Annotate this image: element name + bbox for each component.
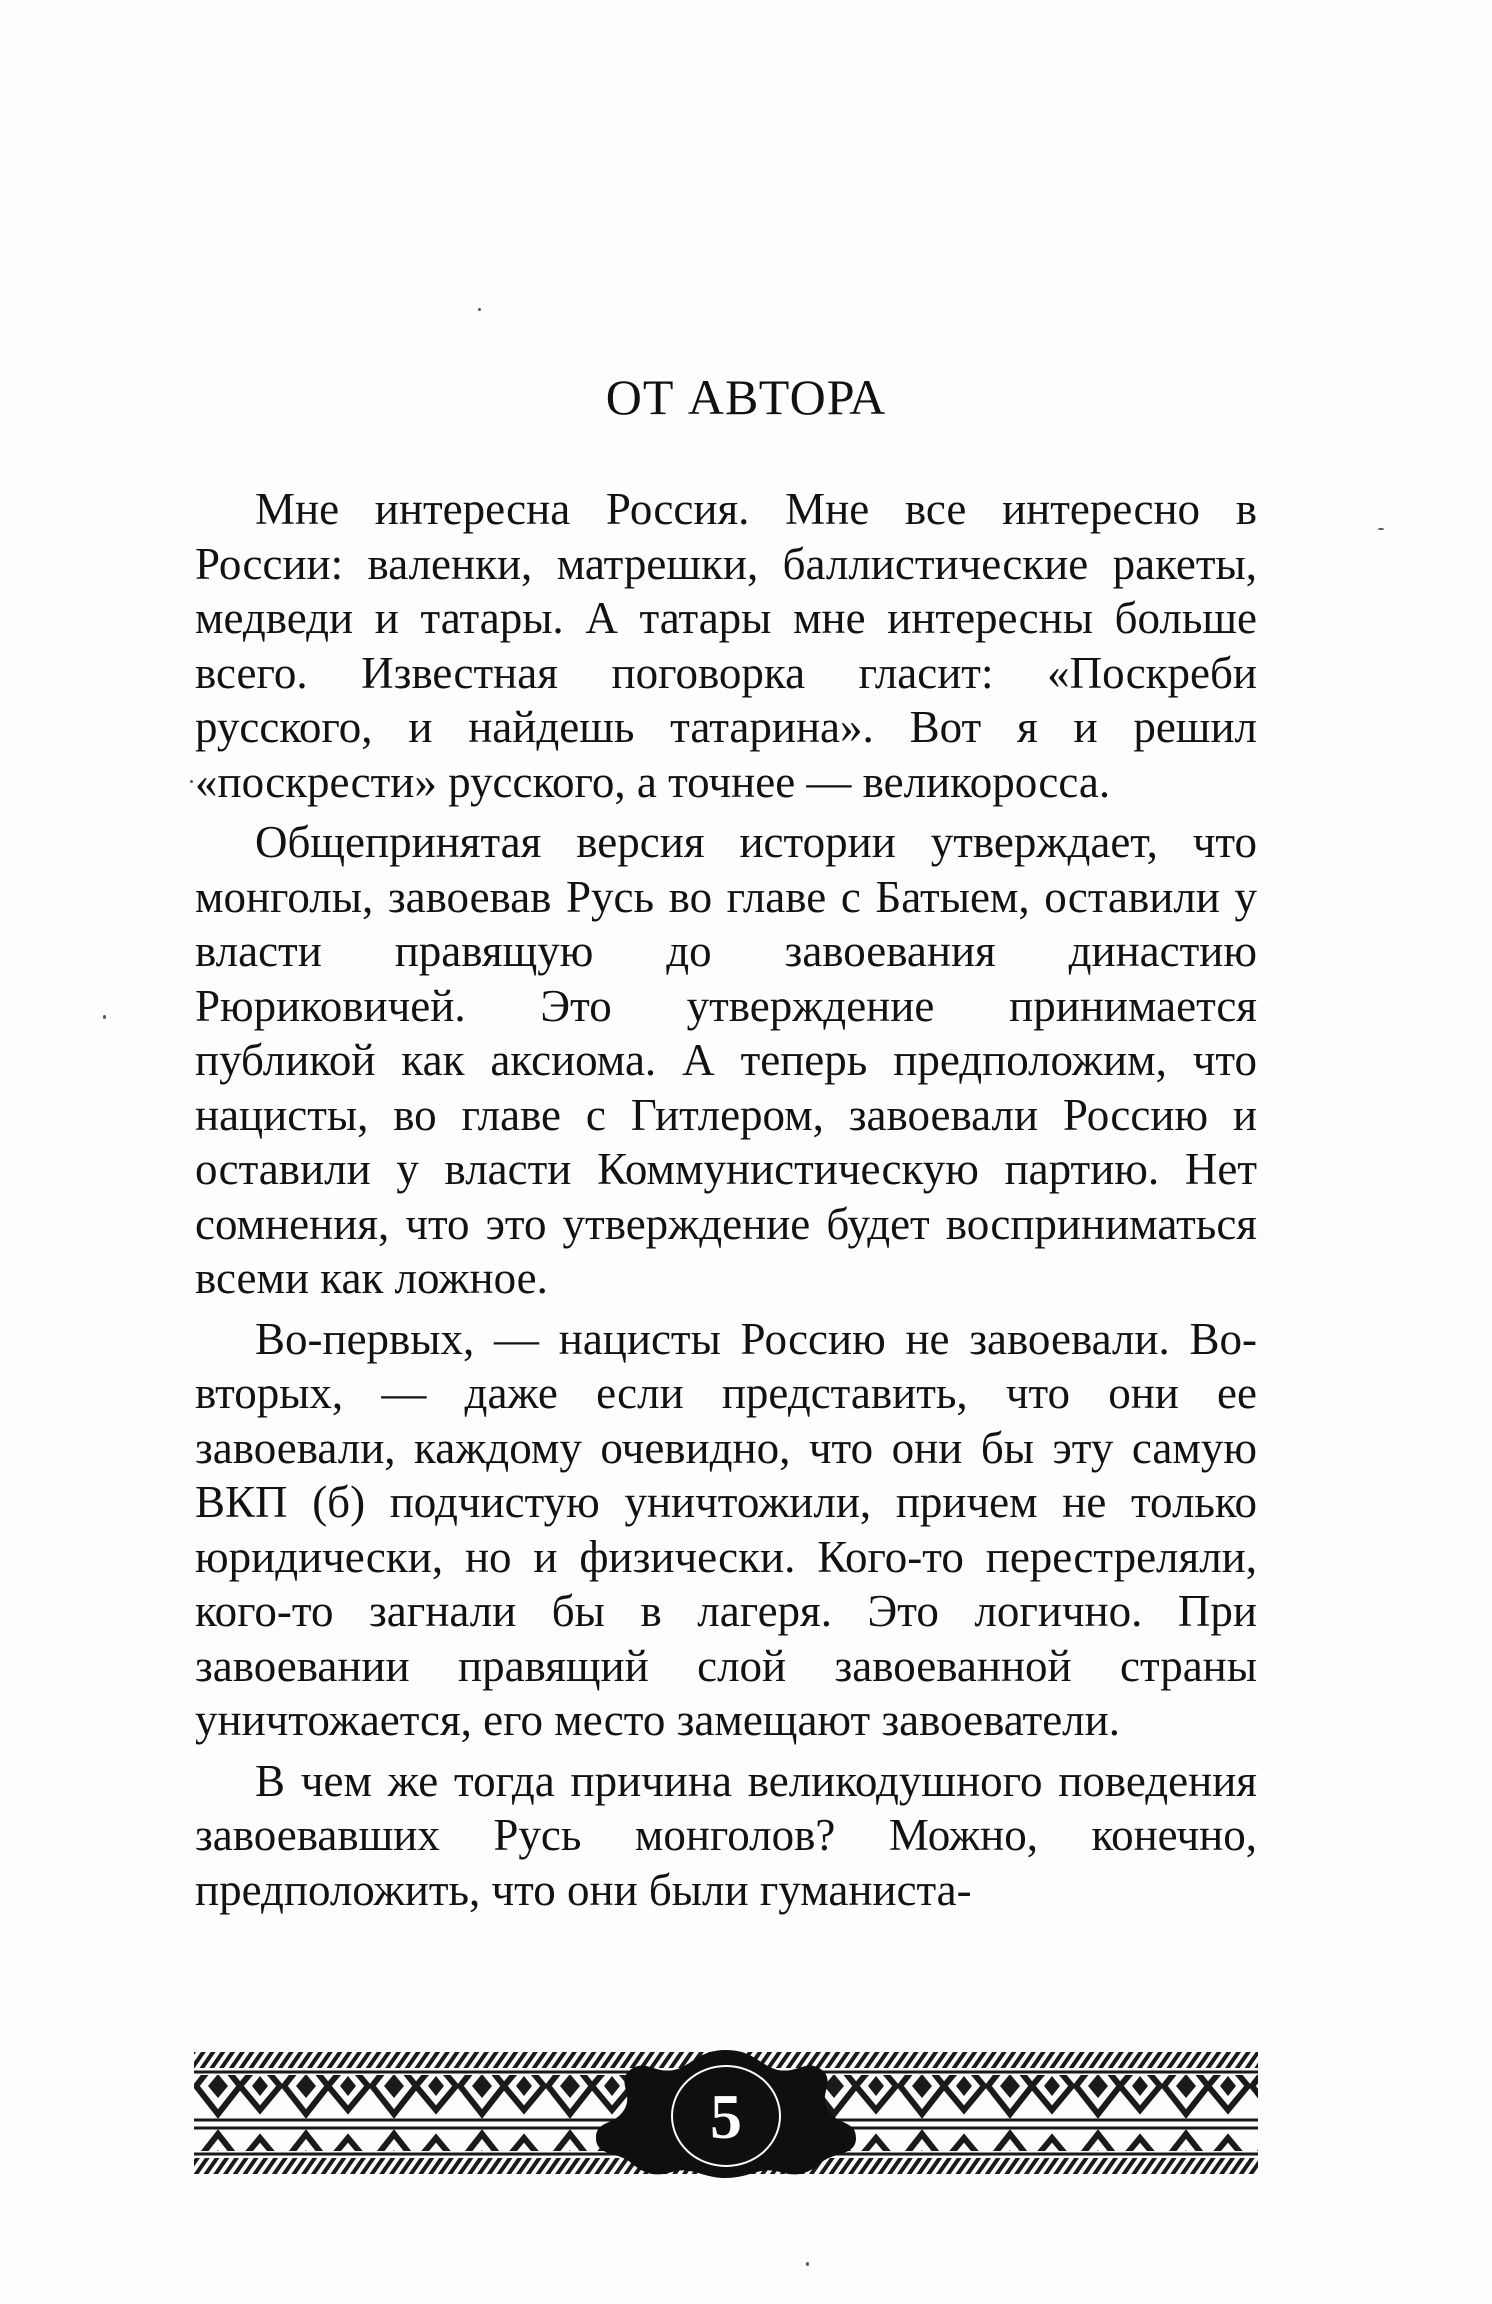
scan-speck <box>806 2262 809 2266</box>
paragraph: Во-первых, — нацисты Россию не завоевали. Во-вторых, — даже если представить, что они ее завоевали, каждому очевидно, что они бы эту самую ВКП (б) подчистую уничтожили, причем не только юридически, но и физически. Кого-то перестреляли, кого-то загнали бы в лагеря. Это логично. При завоевании правящий слой завоеванной страны уничтожается, его место замещают завоеватели. <box>195 1313 1257 1745</box>
paragraph: Мне интересна Россия. Мне все интересно в России: валенки, матрешки, баллистические ракеты, медведи и татары. А татары мне интересны больше всего. Известная поговорка гласит: «Поскреби русского, и найдешь татарина». Вот я и решил «поскрести» русского, а точнее — великоросса. <box>195 484 1257 807</box>
page-number: 5 <box>710 2081 742 2152</box>
scan-speck <box>103 1015 106 1019</box>
chapter-title: ОТ АВТОРА <box>605 369 887 425</box>
paragraph: Общепринятая версия истории утверждает, что монголы, завоевав Русь во главе с Батыем, оставили у власти правящую до завоевания династию Рюриковичей. Это утверждение принимается публикой как аксиома. А теперь предположим, что нацисты, во главе с Гитлером, завоевали Россию и оставили у власти Коммунистическую партию. Нет сомнения, что это утверждение будет восприниматься всеми как ложное. <box>195 817 1257 1303</box>
body-text <box>195 482 1257 1923</box>
ornament-border <box>194 2048 1258 2178</box>
scan-speck <box>1378 528 1384 530</box>
scan-speck <box>190 780 193 783</box>
scan-speck <box>478 308 481 311</box>
paragraph: В чем же тогда причина великодушного поведения завоевавших Русь монголов? Можно, конечно, предположить, что они были гуманиста- <box>195 1755 1257 1915</box>
